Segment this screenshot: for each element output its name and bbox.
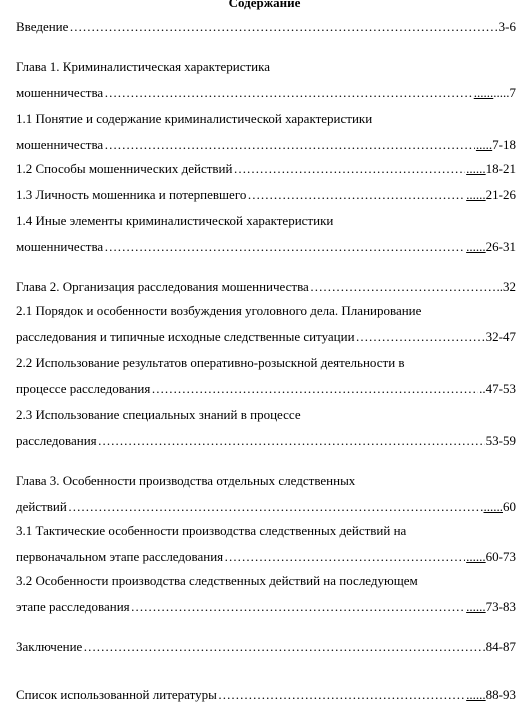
underlined-leader: ...... bbox=[483, 499, 503, 514]
toc-entry bbox=[16, 522, 516, 574]
toc-line bbox=[16, 18, 516, 35]
toc-line bbox=[16, 278, 516, 295]
toc-title: Содержание bbox=[228, 0, 301, 10]
toc-entry-text: мошенничества bbox=[16, 239, 104, 254]
toc-entry-text: 1.3 Личность мошенника и потерпевшего bbox=[16, 187, 247, 202]
toc-page-number: 7-18 bbox=[492, 137, 516, 152]
toc-page-number: .....7 bbox=[493, 85, 516, 100]
toc-entry-text: 3.1 Тактические особенности производства следственных действий на bbox=[16, 523, 407, 538]
dot-leader bbox=[104, 84, 473, 101]
toc-entry-text: расследования и типичные исходные следственные ситуации bbox=[16, 329, 355, 344]
toc-entry bbox=[16, 110, 516, 162]
toc-line bbox=[16, 238, 516, 264]
dot-leader bbox=[151, 380, 478, 397]
toc-page-number: 32-47 bbox=[485, 329, 516, 344]
toc-page-number: 18-21 bbox=[485, 161, 516, 176]
toc-page-number: 21-26 bbox=[485, 187, 516, 202]
toc-line bbox=[16, 686, 516, 703]
dot-leader bbox=[83, 638, 484, 655]
toc-page-number: ..47-53 bbox=[479, 381, 516, 396]
underlined-leader: ...... bbox=[466, 687, 486, 702]
toc-entry-text: 2.1 Порядок и особенности возбуждения уголовного дела. Планирование bbox=[16, 303, 422, 318]
toc-entry bbox=[16, 160, 516, 177]
toc-entry bbox=[16, 406, 516, 458]
underlined-leader: ...... bbox=[466, 549, 486, 564]
dot-leader bbox=[224, 548, 465, 565]
toc-line bbox=[16, 58, 516, 84]
toc-line bbox=[16, 212, 516, 238]
toc-entry-text: Введение bbox=[16, 19, 69, 34]
toc-page-number: 53-59 bbox=[485, 433, 516, 448]
toc-entry-text: 1.2 Способы мошеннических действий bbox=[16, 161, 233, 176]
toc-entry-text: 1.4 Иные элементы криминалистической характеристики bbox=[16, 213, 334, 228]
toc-line bbox=[16, 160, 516, 177]
toc-entry bbox=[16, 302, 516, 354]
toc-line bbox=[16, 380, 516, 406]
underlined-leader: ..... bbox=[475, 137, 493, 152]
toc-entry-text: 1.1 Понятие и содержание криминалистической характеристики bbox=[16, 111, 373, 126]
toc-line bbox=[16, 572, 516, 598]
toc-entry bbox=[16, 58, 516, 110]
dot-leader bbox=[218, 686, 465, 703]
toc-entry-text: этапе расследования bbox=[16, 599, 130, 614]
underlined-leader: ...... bbox=[466, 187, 486, 202]
toc-line bbox=[16, 136, 516, 162]
toc-entry bbox=[16, 18, 516, 35]
toc-line bbox=[16, 354, 516, 380]
toc-page-number: 26-31 bbox=[485, 239, 516, 254]
toc-entry-text: мошенничества bbox=[16, 85, 104, 100]
toc-line bbox=[16, 432, 516, 458]
toc-entry bbox=[16, 278, 516, 295]
dot-leader bbox=[131, 598, 466, 615]
toc-entry-text: расследования bbox=[16, 433, 97, 448]
dot-leader bbox=[104, 136, 475, 153]
underlined-leader: ...... bbox=[466, 161, 486, 176]
toc-entry bbox=[16, 212, 516, 264]
toc-entry bbox=[16, 686, 516, 703]
toc-page-number: ..32 bbox=[496, 279, 516, 294]
toc-entry-text: 3.2 Особенности производства следственных действий на последующем bbox=[16, 573, 418, 588]
toc-entry bbox=[16, 354, 516, 406]
underlined-leader: ...... bbox=[466, 239, 486, 254]
toc-entry-text: Глава 3. Особенности производства отдельных следственных bbox=[16, 473, 356, 488]
toc-entry-text: Глава 2. Организация расследования мошенничества bbox=[16, 279, 309, 294]
toc-entry bbox=[16, 572, 516, 624]
toc-entry-text: Заключение bbox=[16, 639, 83, 654]
toc-entry-text: первоначальном этапе расследования bbox=[16, 549, 224, 564]
toc-line bbox=[16, 186, 516, 203]
toc-page-number: 60-73 bbox=[485, 549, 516, 564]
toc-entry bbox=[16, 638, 516, 655]
toc-page-number: 84-87 bbox=[485, 639, 516, 654]
toc-line bbox=[16, 598, 516, 624]
toc-page-number: 60 bbox=[503, 499, 516, 514]
dot-leader bbox=[104, 238, 465, 255]
toc-page-number: 88-93 bbox=[485, 687, 516, 702]
toc-entry-text: Глава 1. Криминалистическая характеристика bbox=[16, 59, 271, 74]
dot-leader bbox=[68, 498, 483, 515]
dot-leader bbox=[69, 18, 497, 35]
toc-line bbox=[16, 84, 516, 110]
toc-entry-text: действий bbox=[16, 499, 67, 514]
dot-leader bbox=[98, 432, 485, 449]
dot-leader bbox=[356, 328, 485, 345]
toc-entry-text: процессе расследования bbox=[16, 381, 151, 396]
toc-line bbox=[16, 638, 516, 655]
underlined-leader: ...... bbox=[466, 599, 486, 614]
toc-page-number: 73-83 bbox=[485, 599, 516, 614]
toc-entry bbox=[16, 472, 516, 524]
toc-entry bbox=[16, 186, 516, 203]
toc-line bbox=[16, 302, 516, 328]
toc-line bbox=[16, 472, 516, 498]
toc-entry-text: 2.2 Использование результатов оперативно-розыскной деятельности в bbox=[16, 355, 405, 370]
toc-entry-text: Список использованной литературы bbox=[16, 687, 217, 702]
toc-entry-text: мошенничества bbox=[16, 137, 104, 152]
toc-line bbox=[16, 406, 516, 432]
toc-line bbox=[16, 522, 516, 548]
dot-leader bbox=[233, 160, 465, 177]
underlined-leader: ...... bbox=[473, 85, 494, 100]
dot-leader bbox=[310, 278, 496, 295]
toc-line bbox=[16, 328, 516, 354]
toc-entry-text: 2.3 Использование специальных знаний в процессе bbox=[16, 407, 301, 422]
toc-line bbox=[16, 110, 516, 136]
toc-page-number: 3-6 bbox=[498, 19, 516, 34]
dot-leader bbox=[247, 186, 465, 203]
toc-line bbox=[16, 548, 516, 574]
toc-line bbox=[16, 498, 516, 524]
